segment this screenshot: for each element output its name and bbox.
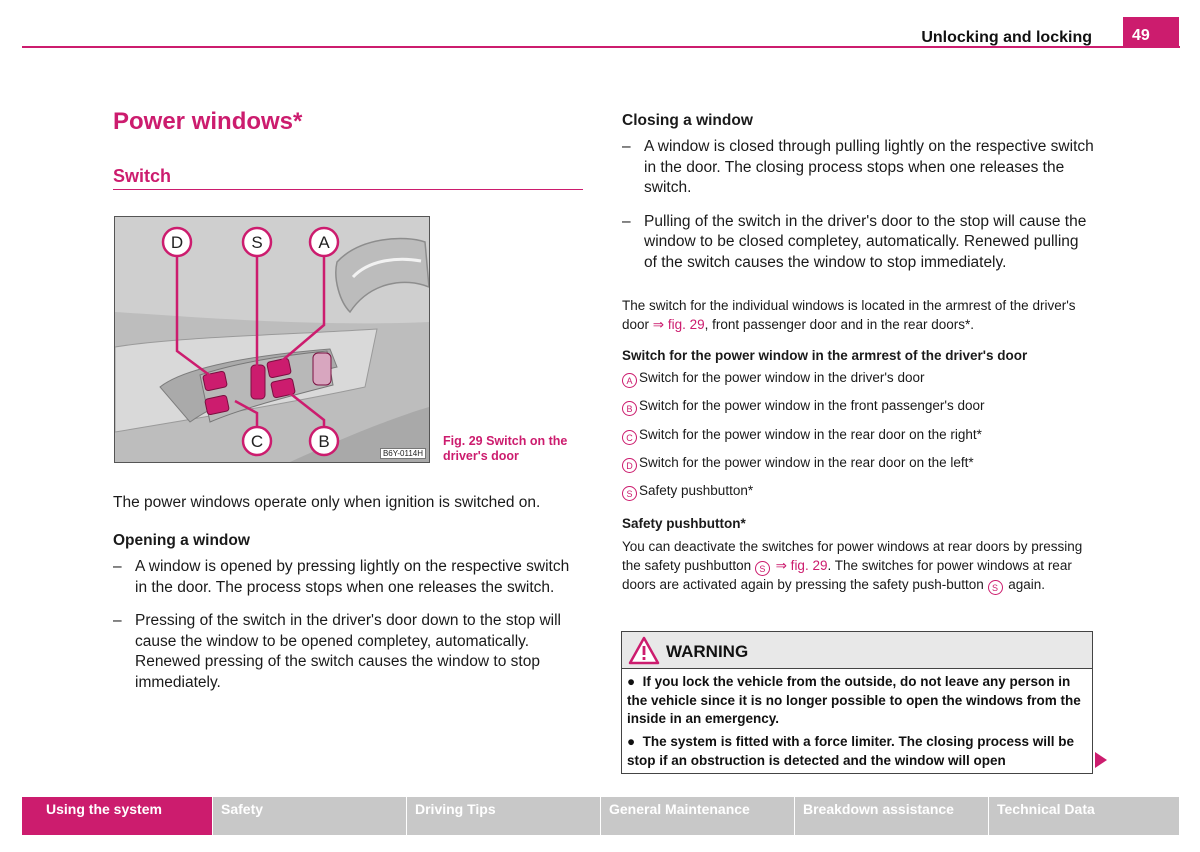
label-c: C [250,432,264,451]
figure-image-id: B6Y-0114H [380,448,426,459]
bullet-icon: ● [627,734,643,749]
figure-link[interactable]: ⇒ fig. 29 [775,557,828,573]
switch-list-heading: Switch for the power window in the armrest of the driver's door [622,348,1028,363]
bullet-icon: ● [627,674,643,689]
warning-item: ● If you lock the vehicle from the outside, do not leave any person in the vehicle since it is no longer possible to open the windows from the inside in an emergency. [627,674,1081,726]
key-s-icon: S [755,561,770,576]
closing-heading: Closing a window [622,112,753,129]
door-switch-illustration [115,217,429,462]
list-item: – Pulling of the switch in the driver's door to the stop will cause the window to be closed completey, automatically. Renewed pulling of the switch causes the window to stop immediately. [622,212,1087,271]
tab-general-maintenance[interactable]: General Maintenance [601,797,794,835]
label-b: B [318,432,330,451]
tab-breakdown-assistance[interactable]: Breakdown assistance [795,797,988,835]
opening-list [113,557,583,693]
switch-list [622,369,1092,510]
figure-caption: Fig. 29 Switch on the driver's door [443,434,568,463]
closing-list [622,137,1094,273]
key-s-icon: S [622,486,637,501]
list-item: – Pressing of the switch in the driver's door down to the stop will cause the window to be opened completey, automatically. Renewed pressing of the switch causes the window to stop immediately. [113,612,561,691]
warning-title: WARNING [666,642,749,661]
key-d-icon: D [622,458,637,473]
section-subtitle: Switch [113,166,172,186]
page-title: Power windows* [113,108,303,135]
tab-safety[interactable]: Safety [213,797,406,835]
tab-using-the-system[interactable]: Using the system [22,797,212,835]
list-item: D Switch for the power window in the rear door on the left* [622,454,1092,482]
warning-item: ● The system is fitted with a force limiter. The closing process will be stop if an obstruction is detected and the window will open [627,734,1075,768]
list-item: – A window is closed through pulling lightly on the respective switch in the door. The closing process stops when one releases the switch. [622,138,1094,196]
subtitle-rule [113,189,583,190]
label-d: D [170,233,184,252]
key-a-icon: A [622,373,637,388]
opening-heading: Opening a window [113,532,250,549]
intro-text: The power windows operate only when ignition is switched on. [113,494,541,511]
tab-technical-data[interactable]: Technical Data [989,797,1179,835]
section-title: Unlocking and locking [921,29,1092,46]
safety-heading: Safety pushbutton* [622,516,746,531]
key-c-icon: C [622,430,637,445]
tab-driving-tips[interactable]: Driving Tips [407,797,600,835]
list-item: C Switch for the power window in the rear door on the right* [622,426,1092,454]
list-item: – A window is opened by pressing lightly on the respective switch in the door. The process stops when one releases the switch. [113,558,570,596]
warning-triangle-icon [628,636,660,665]
page-number: 49 [1123,17,1179,48]
continue-arrow-icon [1095,752,1107,768]
location-text: The switch for the individual windows is located in the armrest of the driver's door ⇒ fig. 29, front passenger door and in the rear doors*. [622,298,1076,332]
figure-link[interactable]: ⇒ fig. 29 [652,316,705,332]
warning-box [621,631,1093,774]
list-item: B Switch for the power window in the front passenger's door [622,397,1092,425]
label-a: A [318,233,330,252]
warning-header [622,632,1092,669]
list-item: S Safety pushbutton* [622,482,1092,510]
safety-text: You can deactivate the switches for power windows at rear doors by pressing the safety pushbutton S ⇒ fig. 29. The switches for power windows at rear doors are activated again by pressing the safety push-button S again. [622,539,1083,593]
list-item: A Switch for the power window in the driver's door [622,369,1092,397]
key-b-icon: B [622,401,637,416]
door-switch-figure [114,216,430,463]
key-s-icon: S [988,580,1003,595]
label-s: S [251,233,263,252]
